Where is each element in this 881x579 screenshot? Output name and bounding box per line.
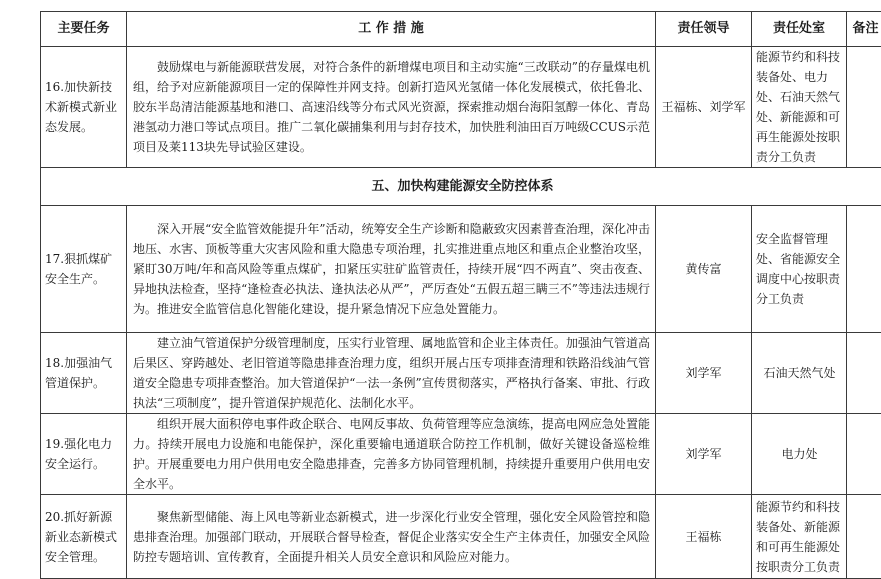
table-row bbox=[41, 333, 881, 414]
task-cell: 19.强化电力安全运行。 bbox=[41, 414, 127, 495]
task-cell: 18.加强油气管道保护。 bbox=[41, 333, 127, 414]
table-row bbox=[41, 414, 881, 495]
task-cell: 20.抓好新源新业态新模式安全管理。 bbox=[41, 495, 127, 579]
leader-cell: 黄传富 bbox=[656, 206, 752, 333]
measures-text: 聚焦新型储能、海上风电等新业态新模式，进一步深化行业安全管理，强化安全风险管控和隐患排查治理。加强部门联动，开展联合督导检查，督促企业落实安全生产主体责任，加强安全风险防控专题培训、宣传教育，全面提升相关人员安全意识和风险应对能力。 bbox=[133, 507, 650, 567]
office-cell: 石油天然气处 bbox=[752, 333, 847, 414]
header-responsible-leader: 责任领导 bbox=[656, 12, 752, 47]
measures-cell bbox=[127, 47, 656, 168]
table-row bbox=[41, 206, 881, 333]
task-cell: 17.狠抓煤矿安全生产。 bbox=[41, 206, 127, 333]
leader-cell: 刘学军 bbox=[656, 414, 752, 495]
remark-cell bbox=[847, 47, 881, 168]
leader-cell: 刘学军 bbox=[656, 333, 752, 414]
remark-cell bbox=[847, 414, 881, 495]
leader-cell: 王福栋 bbox=[656, 495, 752, 579]
measures-cell bbox=[127, 333, 656, 414]
table-row bbox=[41, 495, 881, 579]
measures-text: 深入开展“安全监管效能提升年”活动，统筹安全生产诊断和隐蔽致灾因素普查治理，深化冲击地压、水害、顶板等重大灾害风险和重大隐患专项治理，扎实推进重点地区和重点企业整治攻坚，紧盯30万吨/年和高风险等重点煤矿，扣紧压实驻矿监管责任，持续开展“四不两直”、突击夜查、异地执法检查，坚持“逢检查必执法、逢执法必从严”，严厉查处“五假五超三瞒三不”等违法违规行为。推进安全监管信息化智能化建设，提升紧急情况下应急处置能力。 bbox=[133, 219, 650, 319]
remark-cell bbox=[847, 495, 881, 579]
task-table bbox=[40, 11, 881, 579]
section-row bbox=[41, 168, 881, 206]
office-cell: 能源节约和科技装备处、电力处、石油天然气处、新能源和可再生能源处按职责分工负责 bbox=[752, 47, 847, 168]
leader-cell: 王福栋、刘学军 bbox=[656, 47, 752, 168]
measures-text: 鼓励煤电与新能源联营发展，对符合条件的新增煤电项目和主动实施“三改联动”的存量煤电机组，给予对应新能源项目一定的保障性并网支持。创新打造风光氢储一体化发展模式，依托鲁北、胶东半岛清洁能源基地和港口、高速沿线等分布式风光资源，探索推动烟台海阳氢醇一体化、青岛港氢动力港口等试点项目。推广二氧化碳捕集利用与封存技术，加快胜利油田百万吨级CCUS示范项目及莱113块先导试验区建设。 bbox=[133, 57, 650, 157]
office-cell: 安全监督管理处、省能源安全调度中心按职责分工负责 bbox=[752, 206, 847, 333]
measures-cell bbox=[127, 414, 656, 495]
office-cell: 能源节约和科技装备处、新能源和可再生能源处按职责分工负责 bbox=[752, 495, 847, 579]
header-responsible-office: 责任处室 bbox=[752, 12, 847, 47]
section-title: 五、加快构建能源安全防控体系 bbox=[41, 168, 881, 206]
header-work-measures: 工 作 措 施 bbox=[127, 12, 656, 47]
measures-cell bbox=[127, 206, 656, 333]
table-row bbox=[41, 47, 881, 168]
task-cell: 16.加快新技术新模式新业态发展。 bbox=[41, 47, 127, 168]
measures-cell bbox=[127, 495, 656, 579]
office-cell: 电力处 bbox=[752, 414, 847, 495]
remark-cell bbox=[847, 206, 881, 333]
remark-cell bbox=[847, 333, 881, 414]
table-header-row bbox=[41, 12, 881, 47]
header-main-task: 主要任务 bbox=[41, 12, 127, 47]
header-remark: 备注 bbox=[847, 12, 881, 47]
measures-text: 组织开展大面积停电事件政企联合、电网反事故、负荷管理等应急演练，提高电网应急处置能力。持续开展电力设施和电能保护，深化重要输电通道联合防控工作机制，做好关键设备巡检维护。开展重要电力用户供用电安全隐患排查，完善多方协同管理机制，持续提升重要用户供用电安全水平。 bbox=[133, 414, 650, 494]
measures-text: 建立油气管道保护分级管理制度，压实行业管理、属地监管和企业主体责任。加强油气管道高后果区、穿跨越处、老旧管道等隐患排查治理力度，组织开展占压专项排查清理和铁路沿线油气管道安全隐患专项排查整治。加大管道保护“一法一条例”宣传贯彻落实，严格执行备案、审批、行政执法“三项制度”，提升管道保护规范化、法制化水平。 bbox=[133, 333, 650, 413]
